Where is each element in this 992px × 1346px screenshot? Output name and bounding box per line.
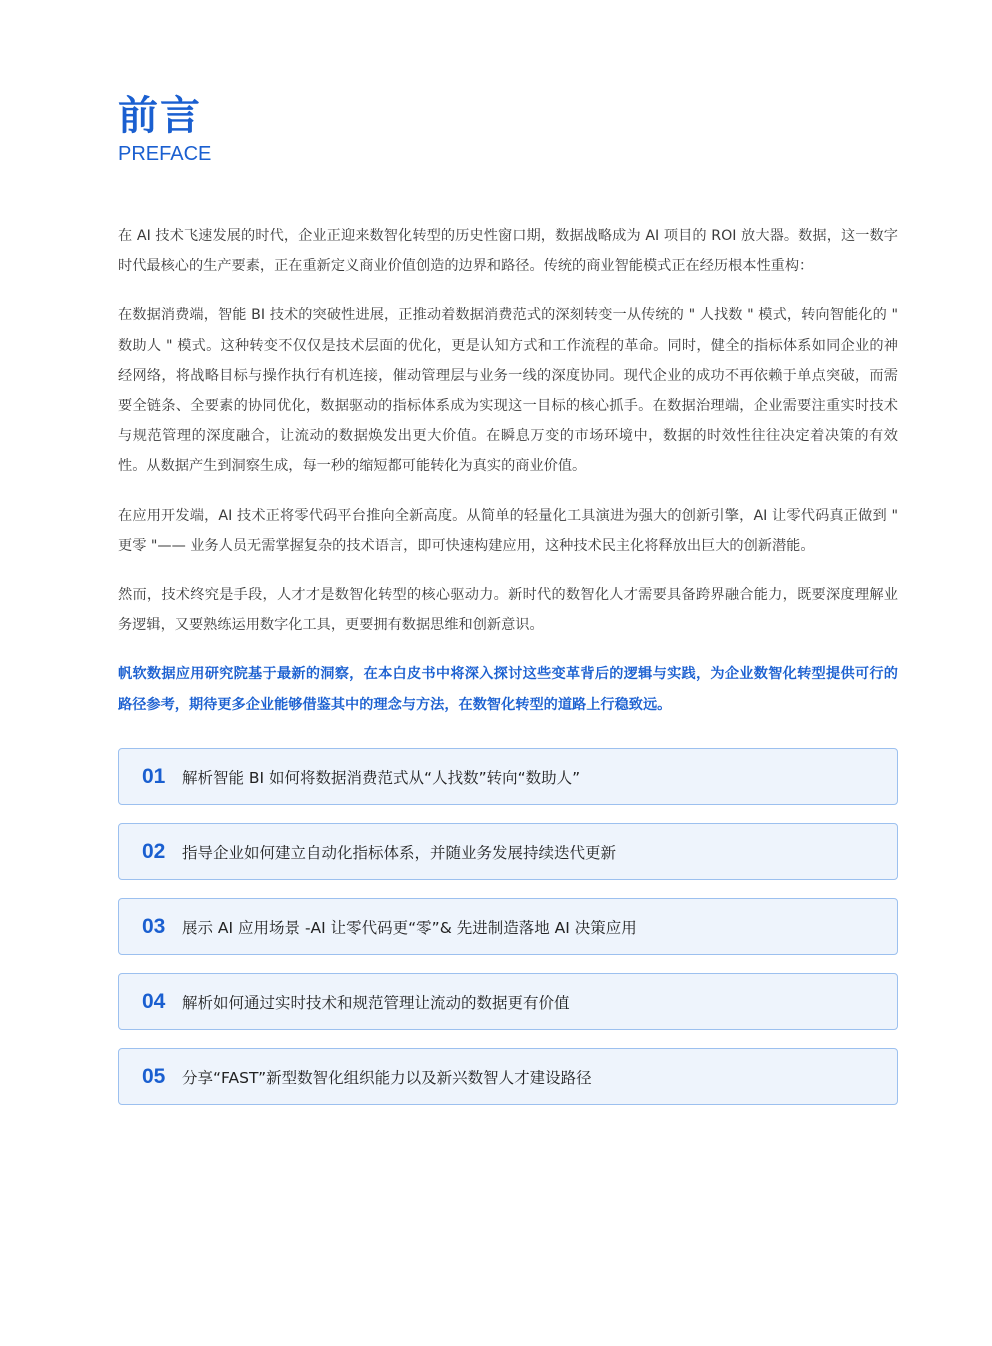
highlight-paragraph: 帆软数据应用研究院基于最新的洞察，在本白皮书中将深入探讨这些变革背后的逻辑与实践，为企业数智化转型提供可行的路径参考，期待更多企业能够借鉴其中的理念与方法，在数智化转型的道路上行稳致远。 xyxy=(118,666,898,713)
key-point-number: 04 xyxy=(142,989,166,1013)
key-point-text: 解析如何通过实时技术和规范管理让流动的数据更有价值 xyxy=(182,993,570,1012)
key-point-number: 01 xyxy=(142,764,166,788)
paragraph: 然而，技术终究是手段，人才才是数智化转型的核心驱动力。新时代的数智化人才需要具备跨界融合能力，既要深度理解业务逻辑，又要熟练运用数字化工具，更要拥有数据思维和创新意识。 xyxy=(118,587,898,634)
key-point-number: 03 xyxy=(142,914,166,938)
body-text xyxy=(118,221,898,739)
key-point-number: 05 xyxy=(142,1064,166,1088)
key-point-card xyxy=(118,1048,898,1105)
key-point-number: 02 xyxy=(142,839,166,863)
key-point-text: 指导企业如何建立自动化指标体系，并随业务发展持续迭代更新 xyxy=(182,843,617,862)
paragraph: 在应用开发端，AI 技术正将零代码平台推向全新高度。从简单的轻量化工具演进为强大的创新引擎，AI 让零代码真正做到 " 更零 "—— 业务人员无需掌握复杂的技术语言，即可快速构建应用，这种技术民主化将释放出巨大的创新潜能。 xyxy=(118,507,898,554)
paragraph: 在数据消费端，智能 BI 技术的突破性进展，正推动着数据消费范式的深刻转变一从传统的 " 人找数 " 模式，转向智能化的 " 数助人 " 模式。这种转变不仅仅是技术层面的优化，更是认知方式和工作流程的革命。同时，健全的指标体系如同企业的神经网络，将战略目标与操作执行有机连接，催动管理层与业务一线的深度协同。现代企业的成功不再依赖于单点突破，而需要全链条、全要素的协同优化，数据驱动的指标体系成为实现这一目标的核心抓手。在数据治理端，企业需要注重实时技术与规范管理的深度融合，让流动的数据焕发出更大价值。在瞬息万变的市场环境中，数据的时效性往往决定着决策的有效性。从数据产生到洞察生成，每一秒的缩短都可能转化为真实的商业价值。 xyxy=(118,307,898,475)
key-point-card xyxy=(118,898,898,955)
key-point-card xyxy=(118,973,898,1030)
key-point-text: 分享“FAST”新型数智化组织能力以及新兴数智人才建设路径 xyxy=(182,1068,592,1087)
key-point-card xyxy=(118,748,898,805)
page-subtitle: PREFACE xyxy=(118,143,212,165)
paragraph: 在 AI 技术飞速发展的时代，企业正迎来数智化转型的历史性窗口期，数据战略成为 AI 项目的 ROI 放大器。数据，这一数字时代最核心的生产要素，正在重新定义商业价值创造的边界和路径。传统的商业智能模式正在经历根本性重构： xyxy=(118,228,898,275)
key-point-text: 展示 AI 应用场景 -AI 让零代码更“零”& 先进制造落地 AI 决策应用 xyxy=(182,918,637,937)
page-title: 前言 xyxy=(118,93,202,139)
key-points-list xyxy=(118,748,898,1123)
key-point-card xyxy=(118,823,898,880)
key-point-text: 解析智能 BI 如何将数据消费范式从“人找数”转向“数助人” xyxy=(182,768,581,787)
